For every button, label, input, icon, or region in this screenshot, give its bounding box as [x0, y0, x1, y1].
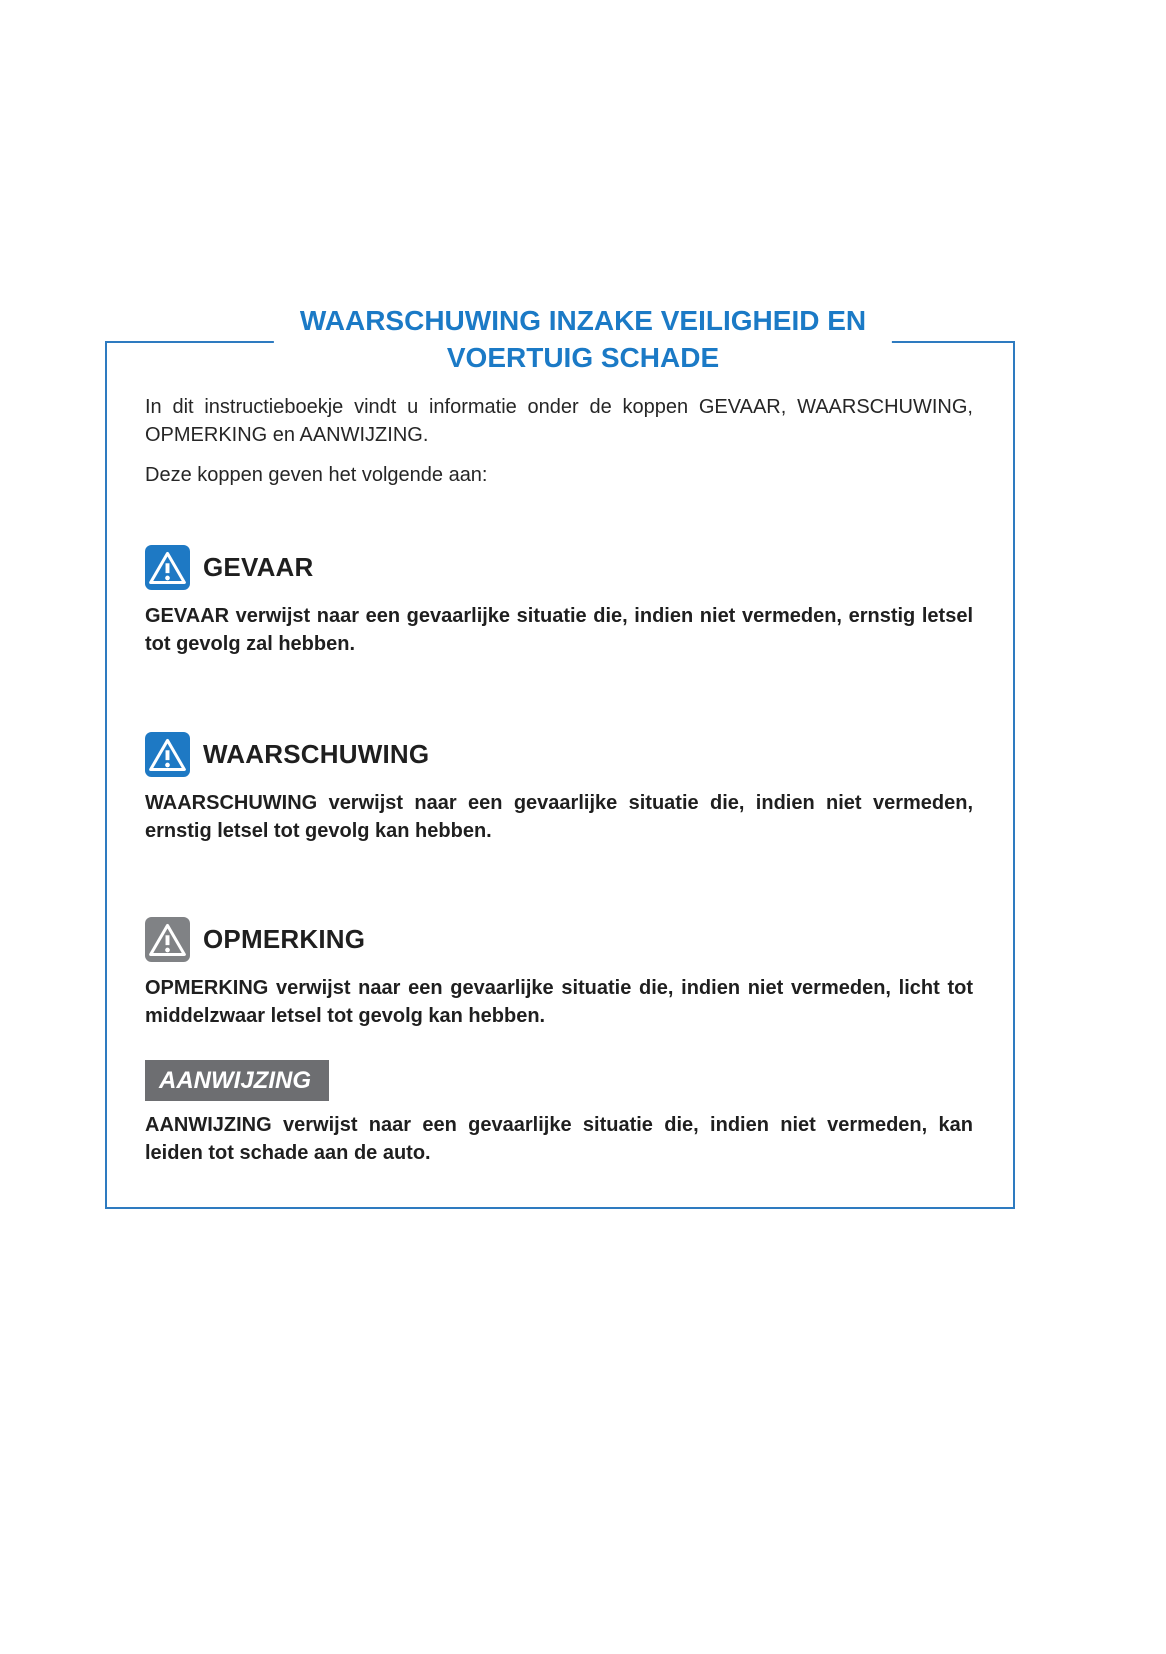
warning-content-box: [105, 341, 1015, 1209]
section-gevaar-header: [145, 545, 973, 590]
section-opmerking-body: OPMERKING verwijst naar een gevaarlijke situatie die, indien niet vermeden, licht tot middelzwaar letsel tot gevolg kan hebben.: [145, 977, 973, 1027]
section-waarschuwing-body: WAARSCHUWING verwijst naar een gevaarlijke situatie die, indien niet vermeden, ernstig letsel tot gevolg kan hebben.: [145, 792, 973, 842]
section-gevaar-heading: GEVAAR: [203, 552, 314, 582]
warning-triangle-icon: [145, 917, 190, 962]
warning-triangle-icon: [145, 732, 190, 777]
page-title-line1: WAARSCHUWING INZAKE VEILIGHEID EN: [299, 305, 867, 336]
section-opmerking-header: [145, 917, 973, 962]
section-opmerking-heading: OPMERKING: [203, 924, 366, 954]
warning-triangle-icon: [145, 545, 190, 590]
section-waarschuwing-header: [145, 732, 973, 777]
section-waarschuwing-heading: WAARSCHUWING: [203, 739, 430, 769]
section-aanwijzing-body: AANWIJZING verwijst naar een gevaarlijke situatie die, indien niet vermeden, kan leiden tot schade aan de auto.: [145, 1114, 973, 1164]
page-title: [274, 302, 892, 376]
intro-paragraph-2: Deze koppen geven het volgende aan:: [145, 464, 488, 486]
section-gevaar-body: GEVAAR verwijst naar een gevaarlijke situatie die, indien niet vermeden, ernstig letsel tot gevolg zal hebben.: [145, 605, 973, 655]
intro-paragraph: In dit instructieboekje vindt u informatie onder de koppen GEVAAR, WAARSCHUWING, OPMERKING en AANWIJZING.: [145, 396, 973, 446]
page-title-line2: VOERTUIG SCHADE: [446, 342, 720, 373]
aanwijzing-label: AANWIJZING: [145, 1060, 329, 1101]
